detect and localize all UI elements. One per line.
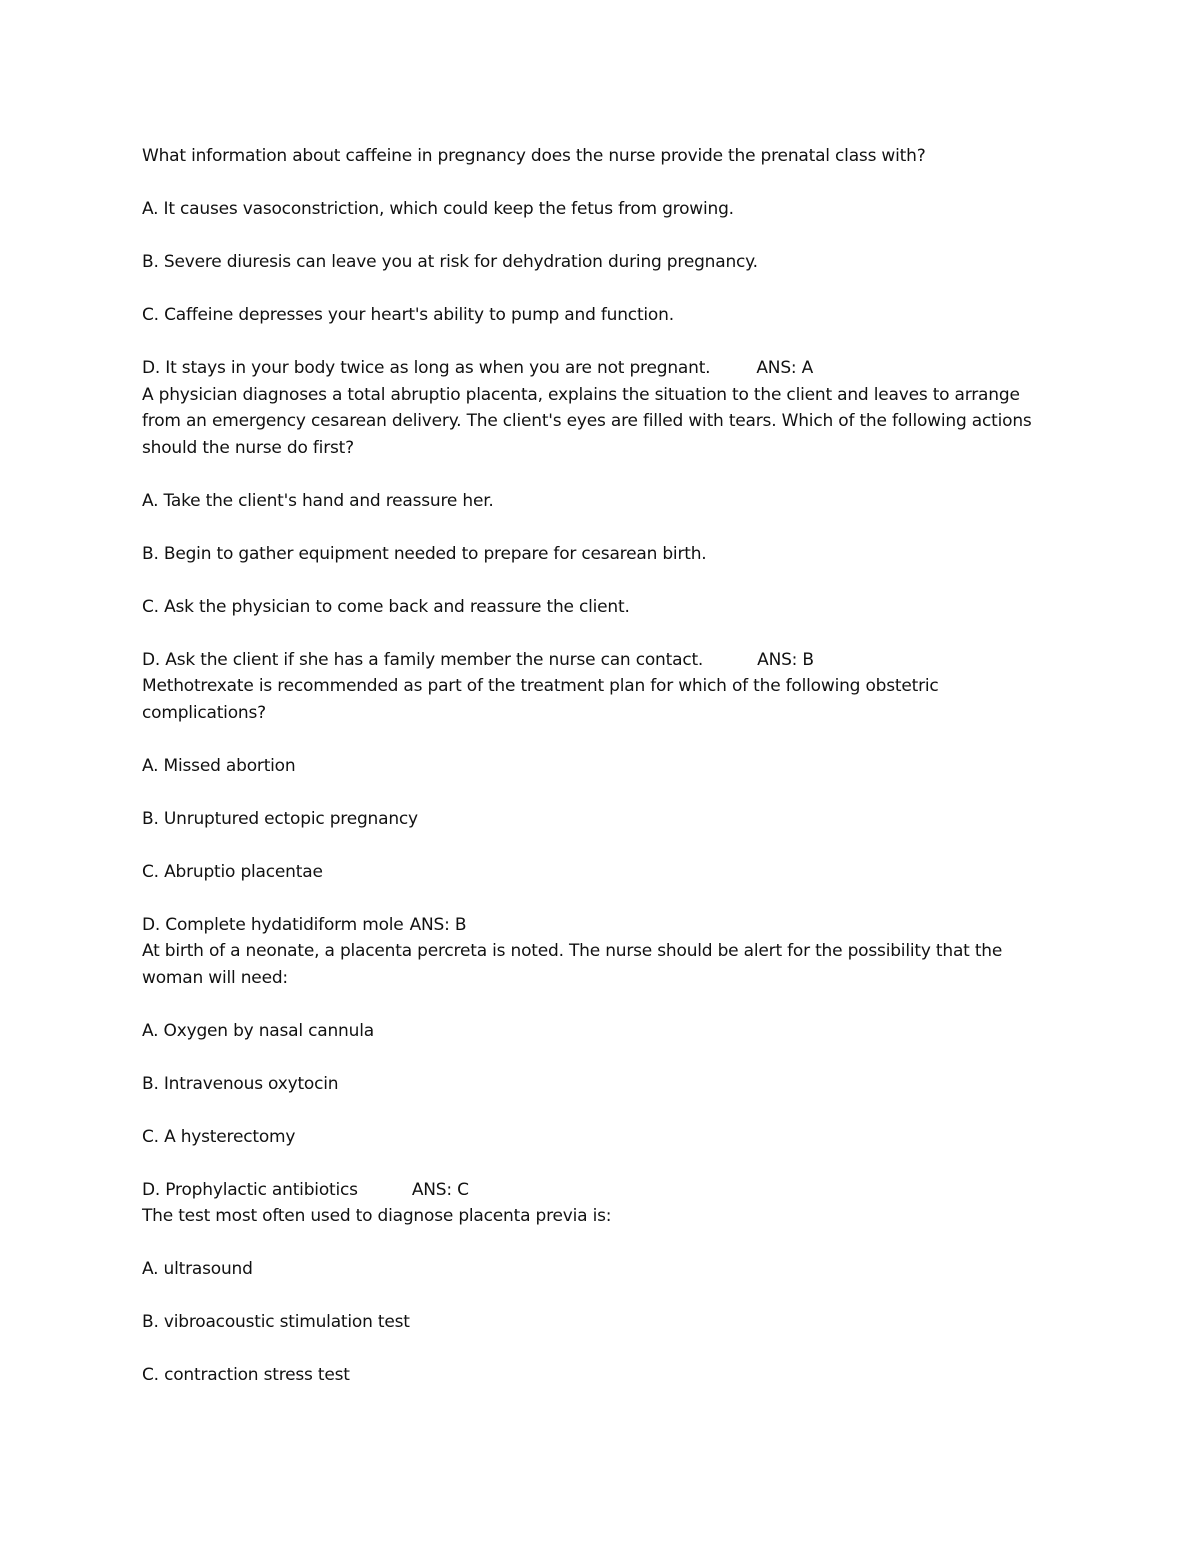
answer-key: ANS: C — [411, 1179, 469, 1200]
answer-key: ANS: A — [756, 358, 814, 378]
answer-option: C. A hysterectomy — [142, 1126, 296, 1147]
answer-option: C. Abruptio placentae — [142, 861, 323, 882]
answer-key: ANS: B — [757, 649, 814, 670]
answer-option: C. contraction stress test — [142, 1365, 350, 1385]
question-text: A physician diagnoses a total abruptio placenta, explains the situation to the client and leaves to arrange from an emergency cesarean delivery. The client's eyes are filled with tears. Which of the following actions should the nurse do first? — [142, 384, 1032, 458]
answer-option-last — [142, 355, 1062, 382]
answer-option: A. Missed abortion — [142, 755, 296, 776]
answer-option: B. Unruptured ectopic pregnancy — [142, 808, 418, 829]
answer-option-last — [142, 912, 1062, 939]
answer-option-text: D. Prophylactic antibiotics — [142, 1179, 358, 1200]
answer-option-text: D. Complete hydatidiform mole — [142, 914, 404, 935]
answer-option: B. vibroacoustic stimulation test — [142, 1312, 410, 1332]
answer-option-text: D. It stays in your body twice as long as when you are not pregnant. — [142, 358, 711, 378]
answer-option: A. Oxygen by nasal cannula — [142, 1020, 374, 1041]
document-body — [142, 143, 1062, 1389]
question-text: At birth of a neonate, a placenta percreta is noted. The nurse should be alert for the possibility that the woman will need: — [142, 941, 1003, 988]
answer-option: A. It causes vasoconstriction, which could keep the fetus from growing. — [142, 199, 734, 219]
question-text: The test most often used to diagnose placenta previa is: — [142, 1206, 612, 1226]
question-text: What information about caffeine in pregnancy does the nurse provide the prenatal class with? — [142, 146, 926, 166]
answer-option: B. Intravenous oxytocin — [142, 1073, 339, 1094]
answer-option: C. Ask the physician to come back and reassure the client. — [142, 596, 630, 617]
answer-option: A. Take the client's hand and reassure her. — [142, 490, 494, 511]
answer-option: C. Caffeine depresses your heart's ability to pump and function. — [142, 305, 674, 325]
question-text: Methotrexate is recommended as part of the treatment plan for which of the following obstetric complications? — [142, 676, 939, 723]
answer-option-last — [142, 647, 1062, 674]
answer-key: ANS: B — [409, 914, 467, 935]
answer-option: B. Begin to gather equipment needed to prepare for cesarean birth. — [142, 543, 707, 564]
answer-option: B. Severe diuresis can leave you at risk for dehydration during pregnancy. — [142, 252, 758, 272]
answer-option-text: D. Ask the client if she has a family member the nurse can contact. — [142, 649, 704, 670]
answer-option-last — [142, 1177, 1062, 1204]
answer-option: A. ultrasound — [142, 1259, 253, 1279]
